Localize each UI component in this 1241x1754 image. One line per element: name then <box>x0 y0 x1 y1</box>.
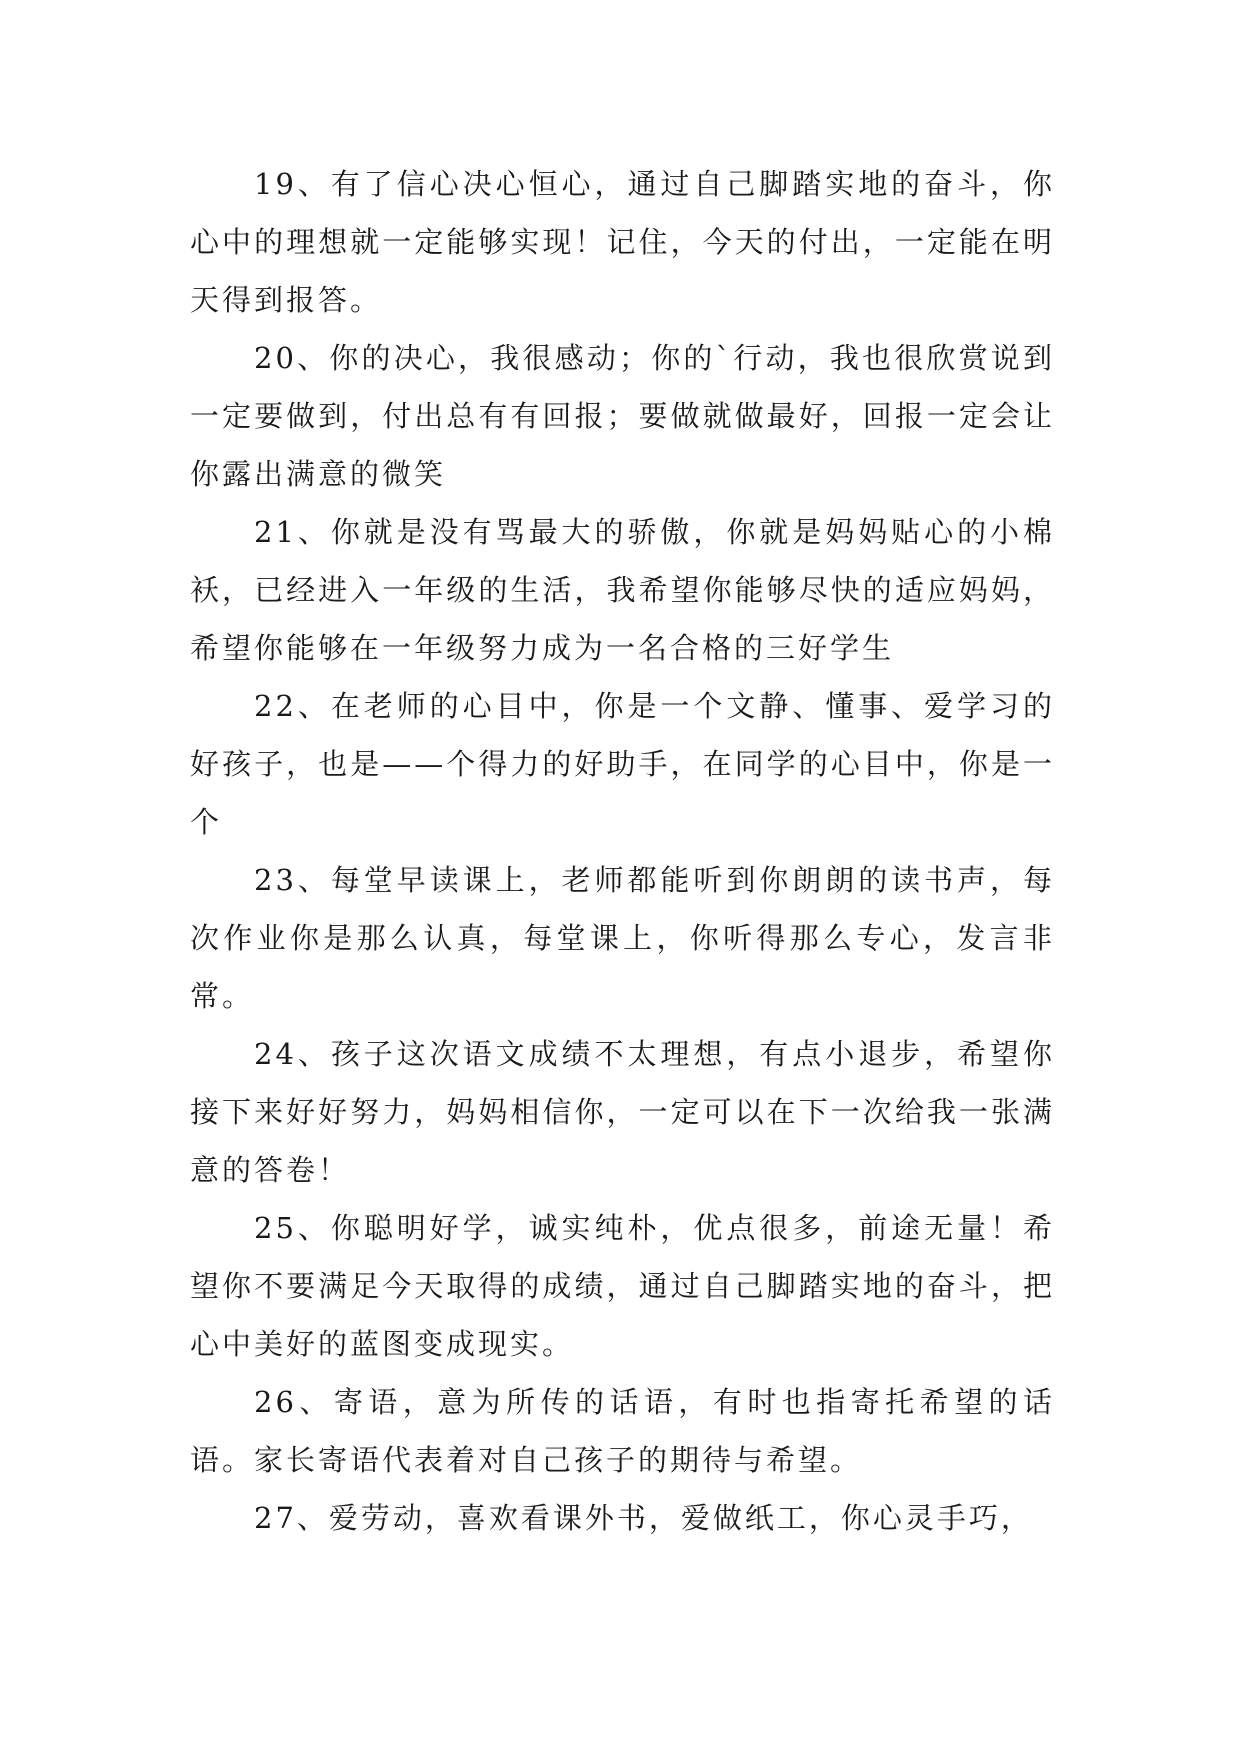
paragraph-25: 25、你聪明好学，诚实纯朴，优点很多，前途无量！希望你不要满足今天取得的成绩，通过自己脚踏实地的奋斗，把心中美好的蓝图变成现实。 <box>190 1211 1055 1361</box>
paragraph-22: 22、在老师的心目中，你是一个文静、懂事、爱学习的好孩子，也是——个得力的好助手，在同学的心目中，你是一个 <box>190 689 1055 839</box>
paragraph-24: 24、孩子这次语文成绩不太理想，有点小退步，希望你接下来好好努力，妈妈相信你，一定可以在下一次给我一张满意的答卷！ <box>190 1037 1055 1187</box>
document-body <box>190 155 1055 1547</box>
paragraph-20: 20、你的决心，我很感动；你的`行动，我也很欣赏说到一定要做到，付出总有有回报；要做就做最好，回报一定会让你露出满意的微笑 <box>190 341 1055 491</box>
paragraph-21: 21、你就是没有骂最大的骄傲，你就是妈妈贴心的小棉袄，已经进入一年级的生活，我希望你能够尽快的适应妈妈，希望你能够在一年级努力成为一名合格的三好学生 <box>190 515 1055 665</box>
paragraph-23: 23、每堂早读课上，老师都能听到你朗朗的读书声，每次作业你是那么认真，每堂课上，你听得那么专心，发言非常。 <box>190 863 1055 1013</box>
paragraph-26: 26、寄语，意为所传的话语，有时也指寄托希望的话语。家长寄语代表着对自己孩子的期待与希望。 <box>190 1385 1055 1477</box>
paragraph-27: 27、爱劳动，喜欢看课外书，爱做纸工，你心灵手巧， <box>254 1501 1033 1535</box>
paragraph-19: 19、有了信心决心恒心，通过自己脚踏实地的奋斗，你心中的理想就一定能够实现！记住，今天的付出，一定能在明天得到报答。 <box>190 167 1055 317</box>
